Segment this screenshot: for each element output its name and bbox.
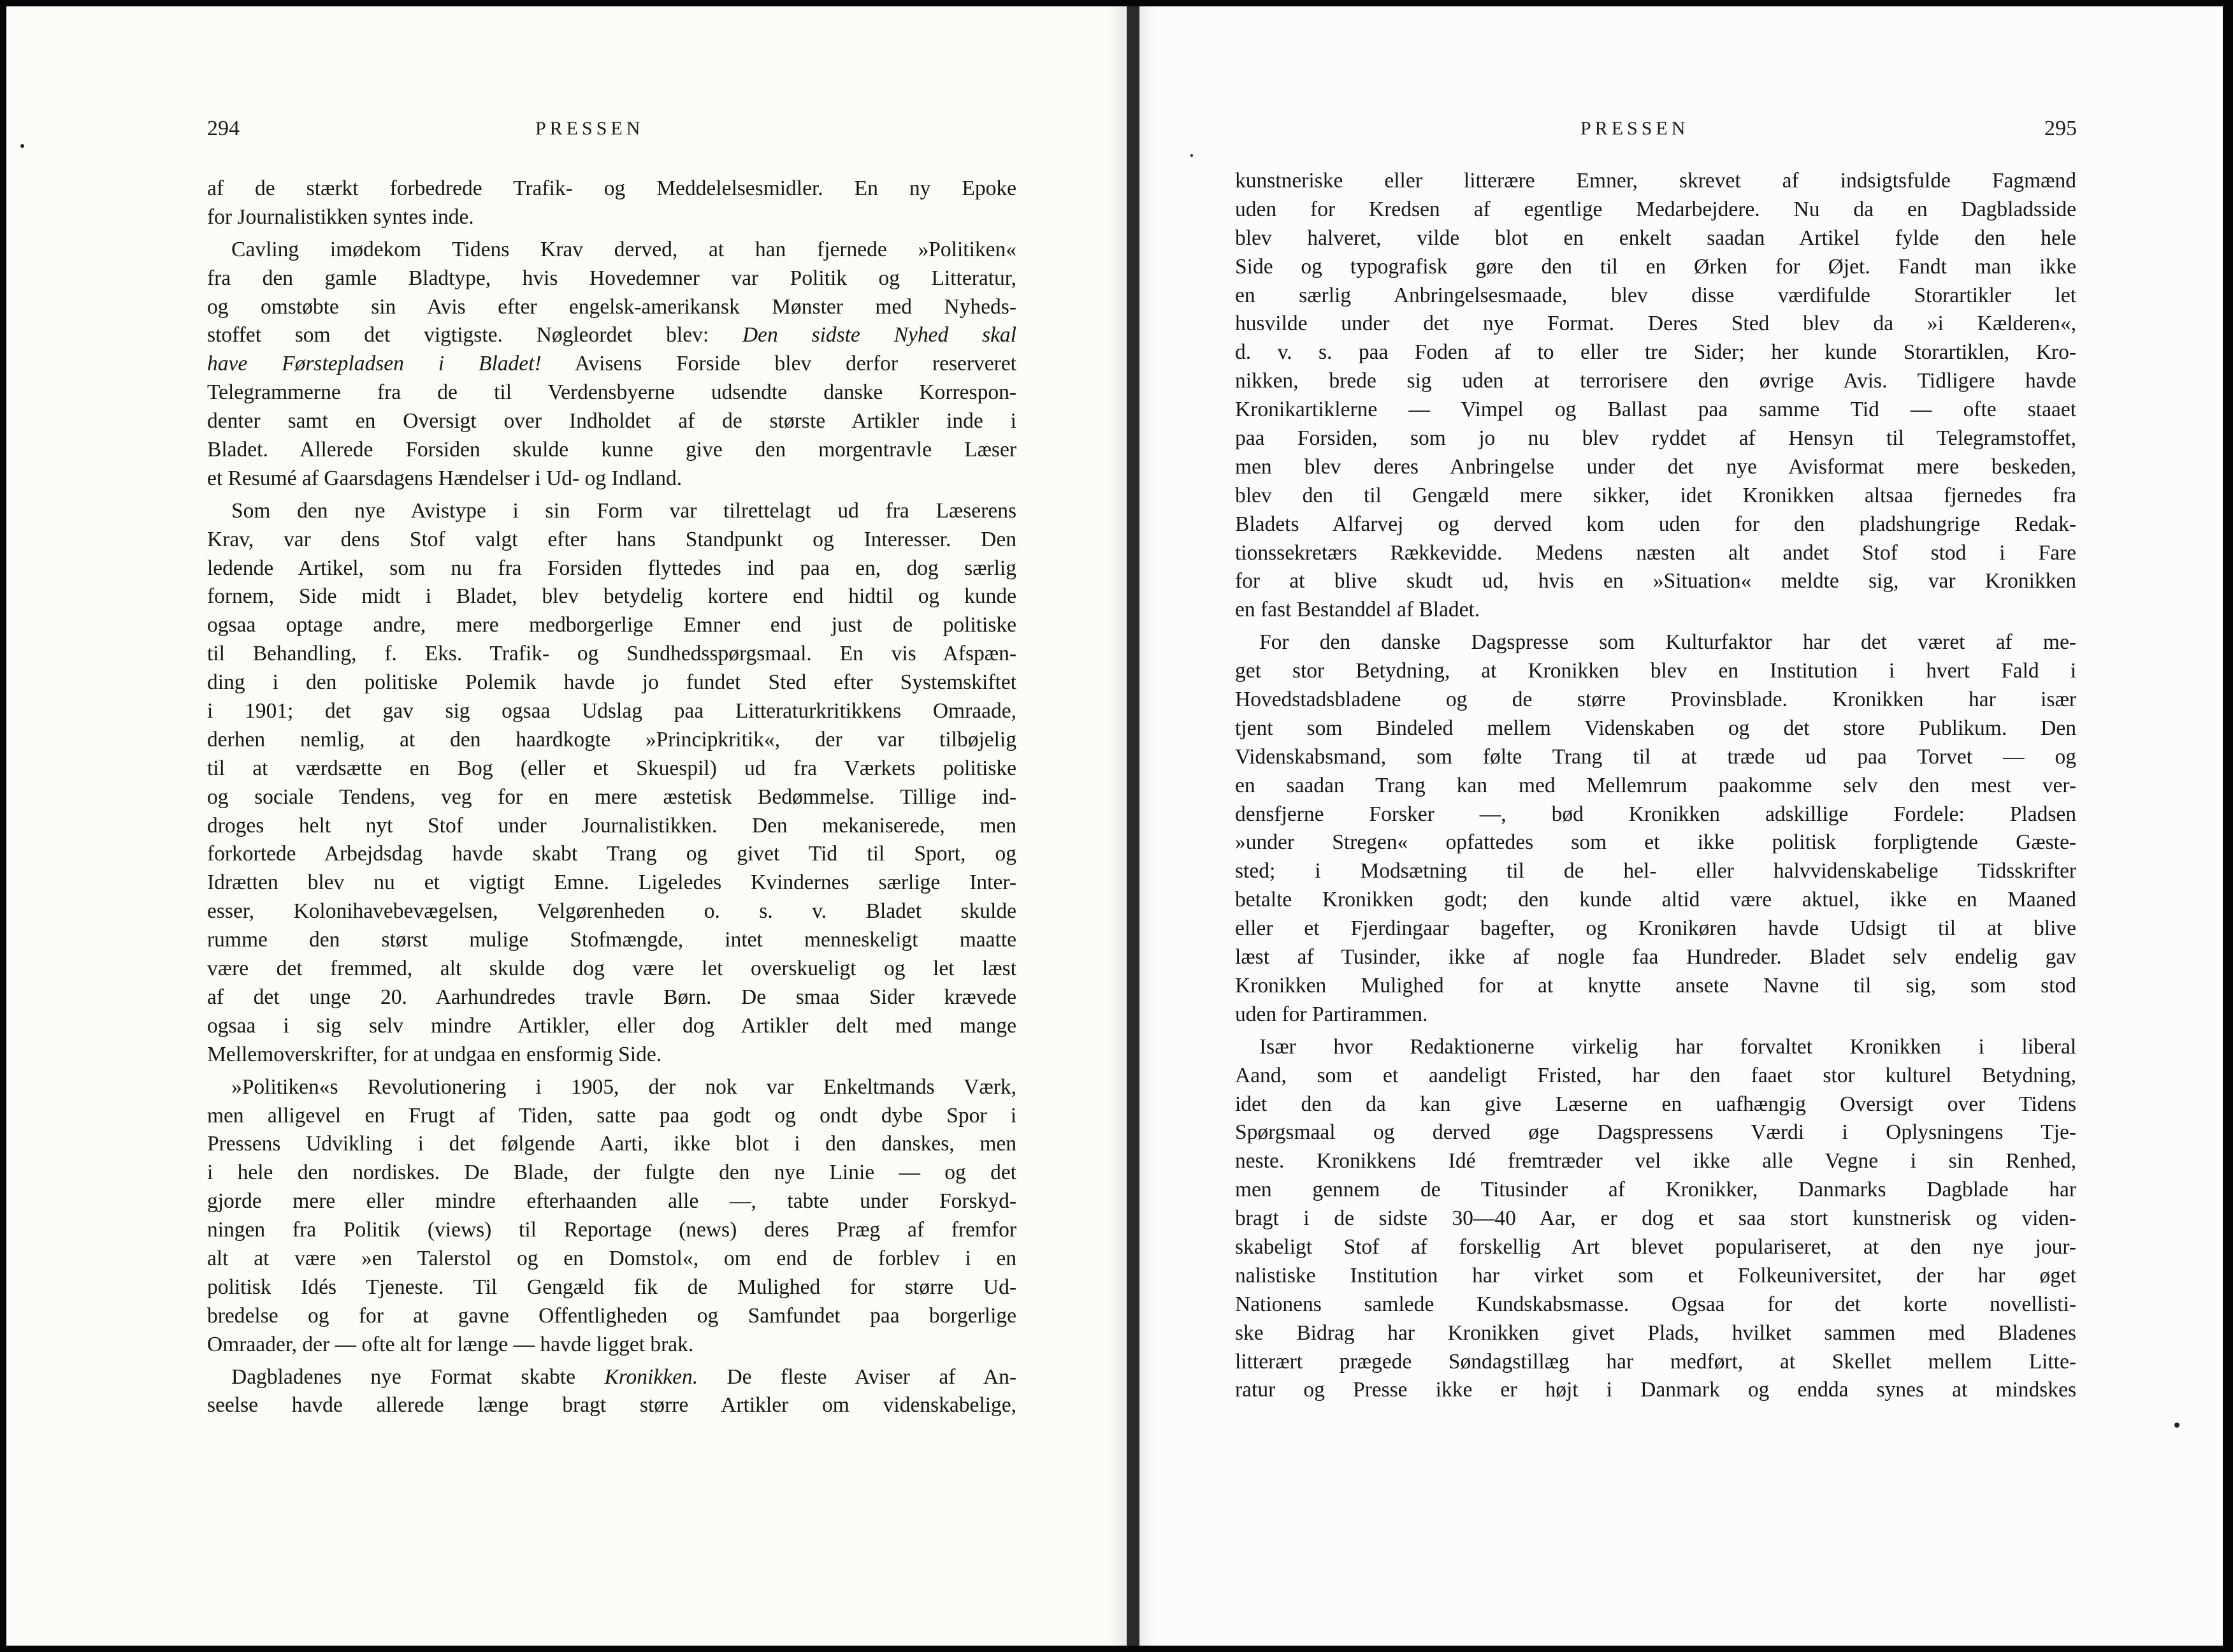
text-line: en særlig Anbringelsesmaade, blev disse værdifulde Storartikler let: [1235, 283, 2076, 307]
text-line: men alligevel en Frugt af Tiden, satte paa godt og ondt dybe Spor i: [207, 1103, 1016, 1127]
text-line: have Førstepladsen i Bladet! Avisens Forside blev derfor reserveret: [207, 352, 1016, 376]
right-page-number: 295: [2044, 117, 2077, 140]
text-line: eller et Fjerdingaar bagefter, og Kronikøren havde Udsigt til at blive: [1235, 917, 2076, 941]
text-line: esser, Kolonihavebevægelsen, Velgørenheden o. s. v. Bladet skulde: [207, 899, 1016, 924]
text-line: gjorde mere eller mindre efterhaanden alle —, tabte under Forskyd-: [207, 1189, 1016, 1214]
text-line: fra den gamle Bladtype, hvis Hovedemner var Politik og Litteratur,: [207, 266, 1016, 290]
text-line: denter samt en Oversigt over Indholdet af de største Artikler inde i: [207, 409, 1016, 433]
text-line: Idrætten blev nu et vigtigt Emne. Ligeledes Kvindernes særlige Inter-: [207, 871, 1016, 895]
text-line: skabeligt Stof af forskellig Art blevet populariseret, at den nye jour-: [1235, 1235, 2076, 1259]
text-line: ding i den politiske Polemik havde jo fundet Sted efter Systemskiftet: [207, 670, 1016, 695]
text-line: sted; i Modsætning til de hel- eller halvvidenskabelige Tidsskrifter: [1235, 859, 2076, 883]
text-line: husvilde under det nye Format. Deres Sted blev da »i Kælderen«,: [1235, 312, 2076, 336]
text-line: Videnskabsmand, som følte Trang til at træde ud paa Torvet — og: [1235, 744, 2076, 769]
text-line: Pressens Udvikling i det følgende Aarti, ikke blot i den danskes, men: [207, 1132, 1016, 1156]
text-line: Nationens samlede Kundskabsmasse. Ogsaa for det korte novellisti-: [1235, 1292, 2076, 1316]
text-line: Bladets Alfarvej og derved kom uden for den pladshungrige Redak-: [1235, 512, 2076, 536]
text-line: en saadan Trang kan med Mellemrum paakomme selv den mest ver-: [1235, 773, 2076, 797]
text-line: ogsaa i sig selv mindre Artikler, eller dog Artikler delt med mange: [207, 1013, 1016, 1038]
text-line: tionssekretærs Rækkevidde. Medens næsten alt andet Stof stod i Fare: [1235, 540, 2076, 565]
text-line: nikken, brede sig uden at terrorisere den øvrige Avis. Tidligere havde: [1235, 369, 2076, 393]
text-line: Mellemoverskrifter, for at undgaa en ensformig Side.: [207, 1042, 662, 1066]
right-running-head: PRESSEN: [1580, 118, 1689, 139]
left-running-head: PRESSEN: [535, 118, 644, 139]
text-line: fornem, Side midt i Bladet, blev betydelig kortere end hidtil og kunde: [207, 584, 1016, 609]
text-line: i 1901; det gav sig ogsaa Udslag paa Litteraturkritikkens Omraade,: [207, 699, 1016, 723]
text-line: neste. Kronikkens Idé fremtræder vel ikke alle Vegne i sin Renhed,: [1235, 1149, 2076, 1173]
text-line: Dagbladenes nye Format skabte Kronikken. De fleste Aviser af An-: [231, 1365, 1017, 1389]
text-line: og sociale Tendens, veg for en mere æstetisk Bedømmelse. Tillige ind-: [207, 785, 1016, 809]
text-line: Cavling imødekom Tidens Krav derved, at han fjernede »Politiken«: [231, 237, 1016, 261]
scan-speck: [2174, 1423, 2179, 1428]
text-line: alt at være »en Talerstol og en Domstol«, om end de forblev i en: [207, 1246, 1016, 1270]
text-line: »under Stregen« opfattedes som et ikke politisk forpligtende Gæste-: [1235, 830, 2076, 855]
text-line: ratur og Presse ikke er højt i Danmark og endda synes at mindskes: [1235, 1378, 2076, 1402]
text-line: uden for Partirammen.: [1235, 1002, 1428, 1026]
text-line: tjent som Bindeled mellem Videnskaben og det store Publikum. Den: [1235, 716, 2076, 740]
left-page: [6, 6, 1127, 1646]
text-line: og omstøbte sin Avis efter engelsk-amerikansk Mønster med Nyheds-: [207, 294, 1016, 319]
text-line: Krav, var dens Stof valgt efter hans Standpunkt og Interesser. Den: [207, 527, 1016, 551]
text-line: derhen nemlig, at den haardkogte »Principkritik«, der var tilbøjelig: [207, 727, 1016, 751]
text-line: Som den nye Avistype i sin Form var tilrettelagt ud fra Læserens: [231, 498, 1016, 523]
text-line: Aand, som et aandeligt Fristed, har den faaet stor kulturel Betydning,: [1235, 1063, 2076, 1087]
text-line: af de stærkt forbedrede Trafik- og Meddelelsesmidler. En ny Epoke: [207, 177, 1016, 200]
text-line: Spørgsmaal og derved øge Dagspressens Værdi i Oplysningens Tje-: [1235, 1120, 2076, 1145]
text-line: politisk Idés Tjeneste. Til Gengæld fik de Mulighed for større Ud-: [207, 1275, 1016, 1299]
text-line: »Politiken«s Revolutionering i 1905, der nok var Enkeltmands Værk,: [231, 1075, 1016, 1099]
text-line: ske Bidrag har Kronikken givet Plads, hvilket sammen med Bladenes: [1235, 1321, 2076, 1345]
text-line: Kronikartiklerne — Vimpel og Ballast paa samme Tid — ofte staaet: [1235, 398, 2076, 422]
text-line: litterært prægede Søndagstillæg har medført, at Skellet mellem Litte-: [1235, 1349, 2076, 1373]
text-line: d. v. s. paa Foden af to eller tre Sider; her kunde Storartiklen, Kro-: [1235, 340, 2076, 365]
text-line: til at værdsætte en Bog (eller et Skuespil) ud fra Værkets politiske: [207, 756, 1016, 780]
text-line: Telegrammerne fra de til Verdensbyerne udsendte danske Korrespon-: [207, 380, 1016, 405]
right-page: [1139, 6, 2223, 1646]
text-line: get stor Betydning, at Kronikken blev en Institution i hvert Fald i: [1235, 659, 2076, 683]
text-line: forkortede Arbejdsdag havde skabt Trang og givet Tid til Sport, og: [207, 842, 1016, 866]
text-line: en fast Bestanddel af Bladet.: [1235, 598, 1480, 622]
text-line: paa Forsiden, som jo nu blev ryddet af Hensyn til Telegramstoffet,: [1235, 426, 2076, 451]
text-line: ledende Artikel, som nu fra Forsiden flyttedes ind paa en, dog særlig: [207, 556, 1016, 580]
text-line: Bladet. Allerede Forsiden skulde kunne give den morgentravle Læser: [207, 438, 1016, 462]
book-gutter: [1127, 6, 1139, 1646]
text-line: kunstneriske eller litterære Emner, skrevet af indsigtsfulde Fagmænd: [1235, 169, 2076, 192]
text-line: bredelse og for at gavne Offentligheden og Samfundet paa borgerlige: [207, 1303, 1016, 1328]
text-line: Hovedstadsbladene og de større Provinsblade. Kronikken har især: [1235, 688, 2076, 712]
text-line: stoffet som det vigtigste. Nøgleordet blev: Den sidste Nyhed skal: [207, 323, 1016, 347]
left-page-number: 294: [207, 117, 240, 140]
text-line: men gennem de Titusinder af Kronikker, Danmarks Dagblade har: [1235, 1178, 2076, 1202]
scan-speck: [1190, 154, 1193, 157]
left-body-text: [207, 175, 1016, 1420]
text-line: Især hvor Redaktionerne virkelig har forvaltet Kronikken i liberal: [1259, 1034, 2076, 1059]
text-line: ningen fra Politik (views) til Reportage (news) deres Præg af fremfor: [207, 1218, 1016, 1242]
text-line: nalistiske Institution har virket som et Folkeuniversitet, der har øget: [1235, 1263, 2076, 1287]
text-line: Omraader, der — ofte alt for længe — havde ligget brak.: [207, 1332, 694, 1356]
text-line: til Behandling, f. Eks. Trafik- og Sundhedsspørgsmaal. En vis Afspæn-: [207, 642, 1016, 666]
text-line: blev halveret, vilde blot en enkelt saadan Artikel fylde den hele: [1235, 226, 2076, 250]
text-line: et Resumé af Gaarsdagens Hændelser i Ud- og Indland.: [207, 466, 683, 490]
text-line: være det fremmed, alt skulde dog være let overskueligt og let læst: [207, 957, 1016, 981]
text-line: bragt i de sidste 30—40 Aar, er dog et saa stort kunstnerisk og viden-: [1235, 1206, 2076, 1231]
text-line: men blev deres Anbringelse under det nye Avisformat mere beskeden,: [1235, 454, 2076, 479]
text-line: af det unge 20. Aarhundredes travle Børn. De smaa Sider krævede: [207, 985, 1016, 1009]
text-line: blev den til Gengæld mere sikker, idet Kronikken altsaa fjernedes fra: [1235, 483, 2076, 507]
text-line: droges helt nyt Stof under Journalistikken. Den mekaniserede, men: [207, 813, 1016, 837]
text-line: for at blive skudt ud, hvis en »Situation« meldte sig, var Kronikken: [1235, 569, 2076, 593]
text-line: seelse havde allerede længe bragt større Artikler om videnskabelige,: [207, 1393, 1016, 1417]
right-body-text: [1235, 167, 2076, 1405]
scan-speck: [20, 144, 24, 148]
text-line: for Journalistikken syntes inde.: [207, 205, 474, 229]
text-line: læst af Tusinder, ikke af nogle faa Hundreder. Bladet selv endelig gav: [1235, 945, 2076, 969]
text-line: rumme den størst mulige Stofmængde, intet menneskeligt maatte: [207, 928, 1016, 952]
text-line: Kronikken Mulighed for at knytte ansete Navne til sig, som stod: [1235, 973, 2076, 997]
text-line: idet den da kan give Læserne en uafhængig Oversigt over Tidens: [1235, 1092, 2076, 1116]
text-line: i hele den nordiskes. De Blade, der fulgte den nye Linie — og det: [207, 1161, 1016, 1185]
text-line: For den danske Dagspresse som Kulturfaktor har det været af me-: [1259, 630, 2076, 655]
text-line: betalte Kronikken godt; den kunde altid være aktuel, ikke en Maaned: [1235, 888, 2076, 912]
text-line: densfjerne Forsker —, bød Kronikken adskillige Fordele: Pladsen: [1235, 802, 2076, 826]
text-line: uden for Kredsen af egentlige Medarbejdere. Nu da en Dagbladsside: [1235, 197, 2076, 221]
text-line: ogsaa optage andre, mere medborgerlige Emner end just de politiske: [207, 613, 1016, 637]
text-line: Side og typografisk gøre den til en Ørken for Øjet. Fandt man ikke: [1235, 254, 2076, 279]
